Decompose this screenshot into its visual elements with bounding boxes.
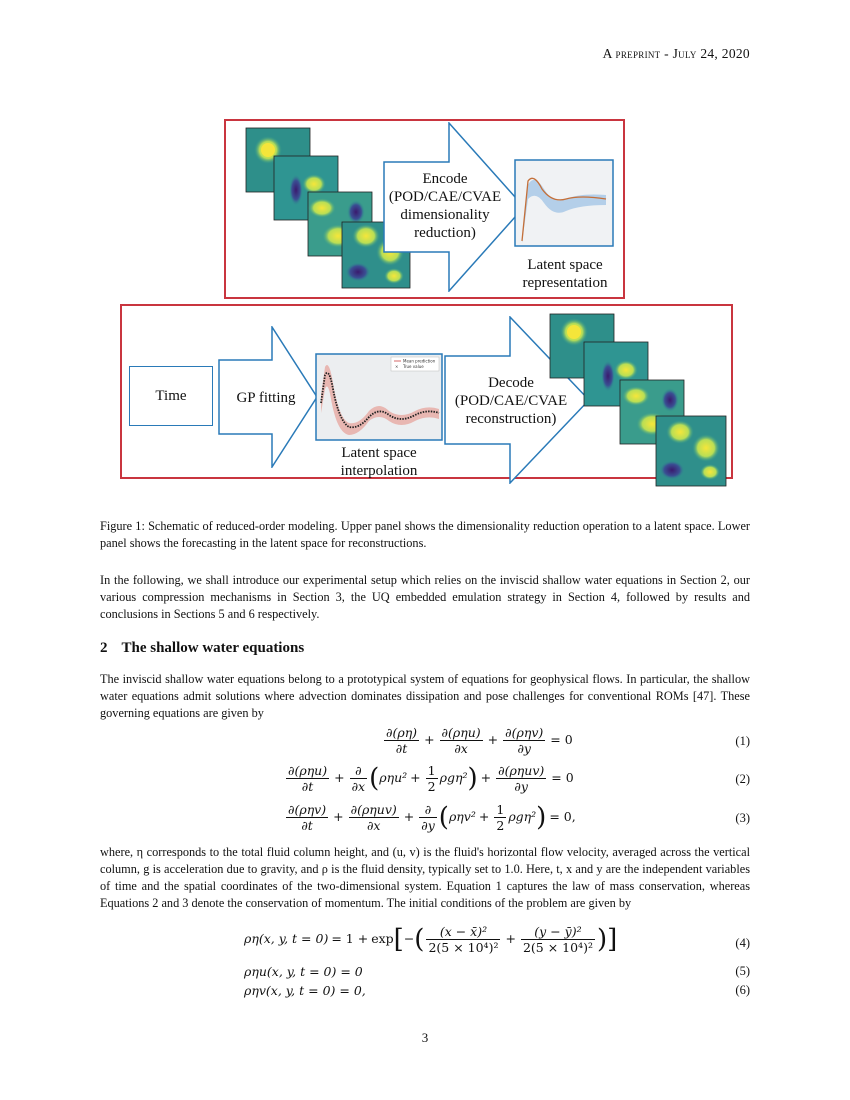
section-title: The shallow water equations (121, 640, 305, 656)
latent-representation-label-line2: representation (522, 275, 608, 291)
equation-3: $\frac{\text{∂(ρηv)}}{\partial t}$ + $\frac{\text{∂(ρηuv)}}{\partial x}$ + $\frac{\partial}{\partial y}$ (ρηv² + $\frac{1}{2}$ ρgη²) = 0, (3) (288, 802, 750, 833)
figure-caption: Figure 1: Schematic of reduced-order modeling. Upper panel shows the dimensionality reduction operation to a latent space. Lower panel shows the forecasting in the latent space for reconstructions. (100, 519, 750, 550)
svg-text:×: × (395, 364, 399, 369)
decode-label-line3: reconstruction) (465, 411, 557, 427)
running-header: A preprint - July 24, 2020 (602, 46, 750, 61)
paragraph-governing-equations: The inviscid shallow water equations belong to a prototypical system of equations for geophysical flows. In particular, the shallow water equations admit solutions where advection dominates dissipation and pose challenges for conventional ROMs [47]. These governing equations are given by (100, 672, 750, 720)
equation-5-number: (5) (735, 964, 750, 978)
legend-true-label: True value (403, 364, 424, 369)
equation-3-number: (3) (735, 811, 750, 825)
section-number: 2 (100, 640, 108, 656)
decode-label-line1: Decode (488, 375, 534, 391)
equation-1: $\frac{\partial(\rho\eta)}{\partial t}$ + $\frac{\text{∂(ρηu)}}{\partial x}$ + $\frac{\text{∂(ρηv)}}{\partial y}$ = 0 (1) (386, 725, 750, 756)
reconstructed-snapshot-4 (656, 416, 726, 486)
equation-4: ρη(x, y, t = 0) = 1 + exp[−( $\frac{\text{(x − x̄)²}}{\text{2(5 × 10⁴)²}}$ + $\frac{\text{(y − ȳ)²}}{\text{2(5 × 10⁴)²}}$ )] (4) (244, 924, 750, 955)
time-label: Time (155, 388, 187, 404)
interpolation-legend (391, 357, 439, 371)
encode-label-line2: (POD/CAE/CVAE (388, 189, 502, 205)
encode-label-line1: Encode (422, 171, 468, 187)
paragraph-variables: where, η corresponds to the total fluid column height, and (u, v) is the fluid's horizontal flow velocity, averaged across the vertical column, g is acceleration due to gravity, and ρ is the fluid density, typically set to 1.0. Here, t, x and y are the independent variables of time and the spatial coordinates of the two-dimensional system. Equation 1 captures the law of mass conservation, whereas Equations 2 and 3 denote the conservation of momentum. The initial conditions of the problem are given by (100, 845, 750, 910)
latent-interpolation-label-line2: interpolation (340, 463, 418, 479)
legend-mean-label: Mean prediction (403, 358, 436, 364)
equation-5: ρηu(x, y, t = 0) = 0 (5) (244, 964, 750, 979)
page-number: 3 (421, 1030, 429, 1045)
equation-2: $\frac{\text{∂(ρηu)}}{\partial t}$ + $\frac{\partial}{\partial x}$ (ρηu² + $\frac{1}{2}$ ρgη²) + $\frac{\text{∂(ρηuv)}}{\partial y}$ = 0 (2) (288, 763, 750, 794)
encode-label-line4: reduction) (414, 225, 476, 241)
equation-1-number: (1) (735, 734, 750, 748)
latent-interpolation-label-line1: Latent space (341, 445, 417, 461)
intro-paragraph: In the following, we shall introduce our experimental setup which relies on the inviscid shallow water equations in Section 2, our various compression mechanisms in Section 3, the UQ embedded emulation strategy in Section 4, followed by results and conclusions in Sections 5 and 6 respectively. (100, 573, 750, 621)
lower-field-stack (544, 310, 730, 490)
equation-2-number: (2) (735, 772, 750, 786)
latent-representation-plot (514, 159, 614, 247)
equation-6: ρηv(x, y, t = 0) = 0, (6) (244, 983, 750, 998)
section-heading (100, 640, 318, 657)
decode-label-line2: (POD/CAE/CVAE (454, 393, 568, 409)
encode-label (380, 170, 510, 242)
latent-interpolation-label (315, 444, 443, 480)
encode-label-line3: dimensionality (400, 207, 490, 223)
equation-4-number: (4) (735, 936, 750, 950)
latent-representation-label (500, 256, 630, 292)
gp-fitting-label: GP fitting (236, 390, 296, 406)
latent-representation-label-line1: Latent space (527, 257, 603, 273)
equation-6-number: (6) (735, 983, 750, 997)
latent-interpolation-plot (315, 353, 443, 441)
time-box (129, 366, 213, 426)
